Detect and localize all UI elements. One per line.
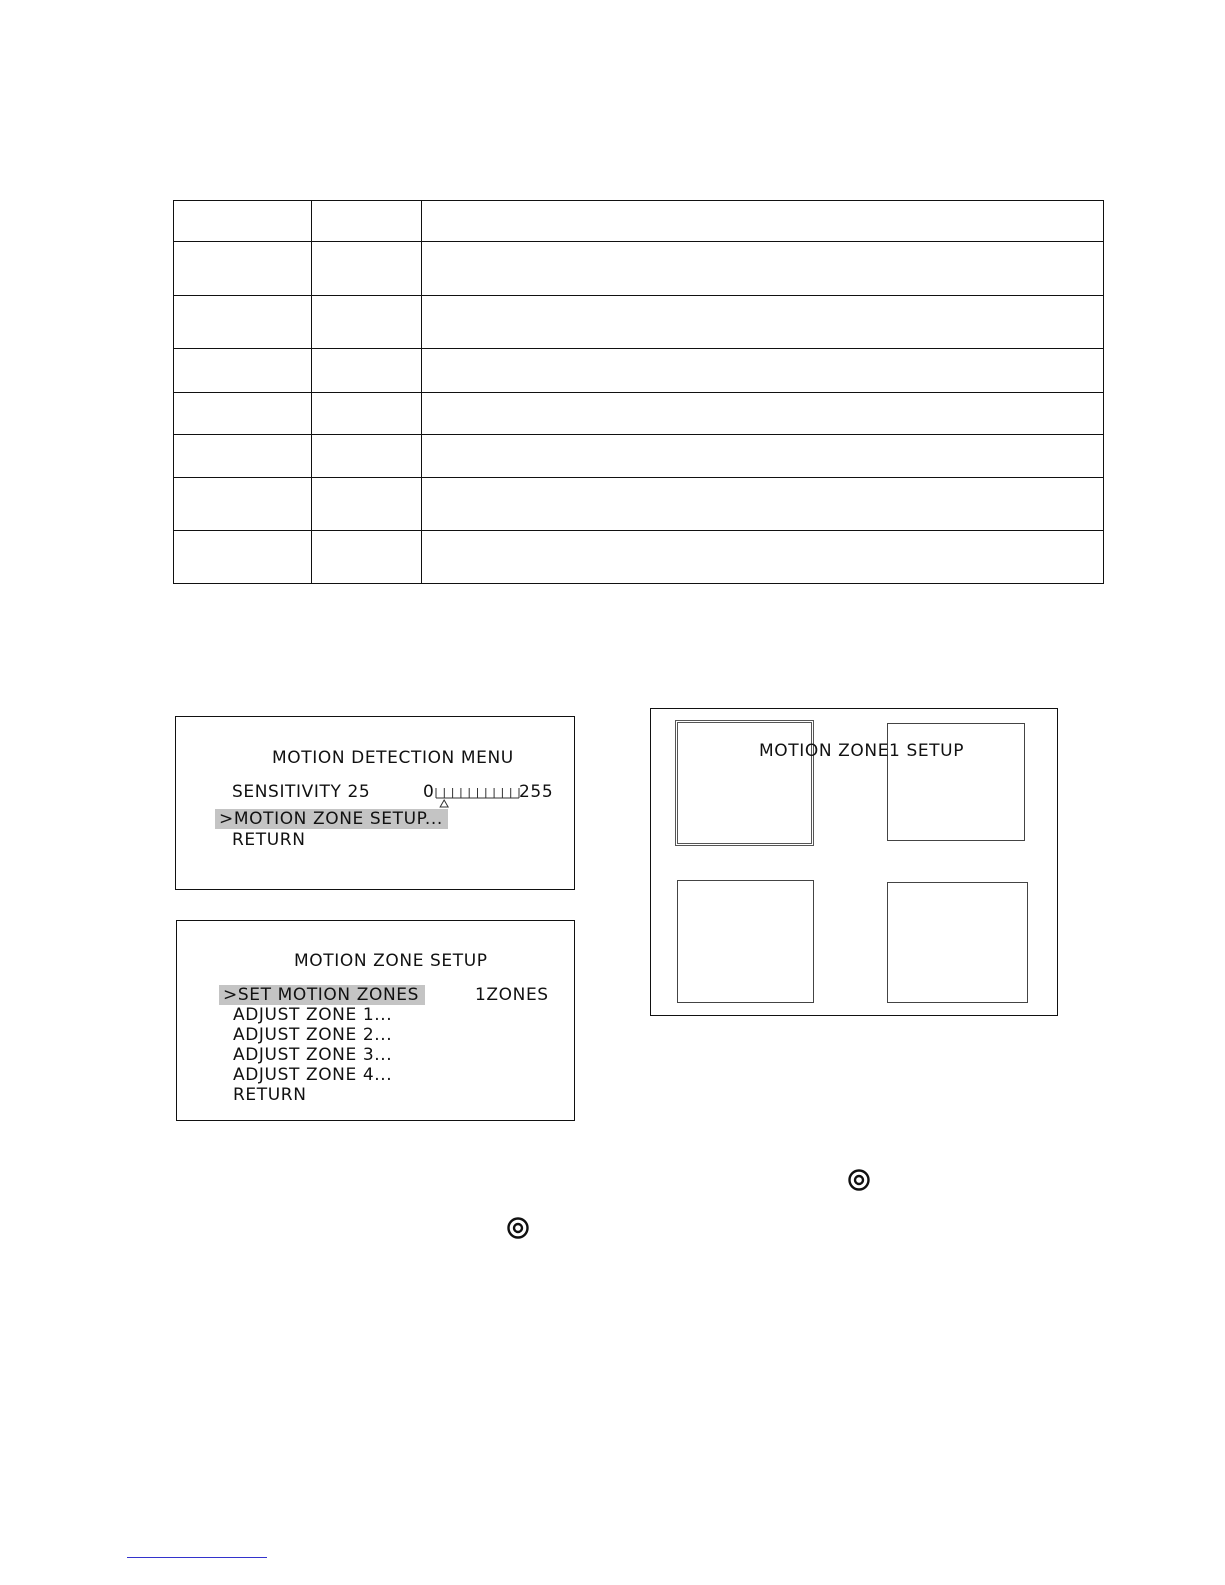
table-cell (422, 242, 1104, 296)
table-cell (422, 531, 1104, 584)
sensitivity-label: SENSITIVITY 25 (232, 782, 371, 802)
table-cell (174, 242, 312, 296)
table-cell (174, 531, 312, 584)
table-cell (422, 201, 1104, 242)
table-cell (422, 435, 1104, 478)
motion-zone-setup-menu (176, 920, 575, 1121)
table-cell (312, 531, 422, 584)
motion-zone-1[interactable] (675, 720, 814, 846)
motion-zone-4[interactable] (887, 882, 1028, 1003)
menu-title: MOTION ZONE SETUP (294, 951, 488, 971)
motion-zone-3[interactable] (677, 880, 814, 1003)
sensitivity-slider[interactable] (435, 786, 521, 810)
motion-detection-menu (175, 716, 575, 890)
return-item[interactable]: RETURN (233, 1085, 307, 1105)
table-cell (174, 393, 312, 435)
adjust-zone-4-item[interactable]: ADJUST ZONE 4... (233, 1065, 393, 1085)
table-cell (312, 435, 422, 478)
scale-min-label: 0 (423, 782, 435, 802)
screen-title: MOTION ZONE1 SETUP (759, 741, 965, 761)
table-cell (312, 349, 422, 393)
target-icon (848, 1169, 870, 1191)
table-cell (312, 478, 422, 531)
table-cell (174, 435, 312, 478)
footer-link-line (127, 1557, 267, 1558)
table-cell (422, 478, 1104, 531)
adjust-zone-3-item[interactable]: ADJUST ZONE 3... (233, 1045, 393, 1065)
scale-max-label: 255 (519, 782, 554, 802)
table-cell (312, 296, 422, 349)
empty-table (173, 200, 1104, 584)
table-cell (422, 296, 1104, 349)
table-cell (174, 349, 312, 393)
menu-title: MOTION DETECTION MENU (272, 748, 514, 768)
table-cell (174, 296, 312, 349)
zones-value: 1ZONES (475, 985, 549, 1005)
table-cell (312, 393, 422, 435)
adjust-zone-2-item[interactable]: ADJUST ZONE 2... (233, 1025, 393, 1045)
table-cell (312, 242, 422, 296)
table-cell (312, 201, 422, 242)
target-icon (507, 1217, 529, 1239)
set-motion-zones-item[interactable]: >SET MOTION ZONES (219, 985, 425, 1005)
table-cell (422, 393, 1104, 435)
return-item[interactable]: RETURN (232, 830, 306, 850)
slider-marker (440, 800, 448, 807)
table-cell (422, 349, 1104, 393)
table-cell (174, 201, 312, 242)
motion-zone-setup-item[interactable]: >MOTION ZONE SETUP... (215, 809, 448, 829)
table-cell (174, 478, 312, 531)
motion-zone-screen (650, 708, 1058, 1016)
adjust-zone-1-item[interactable]: ADJUST ZONE 1... (233, 1005, 393, 1025)
